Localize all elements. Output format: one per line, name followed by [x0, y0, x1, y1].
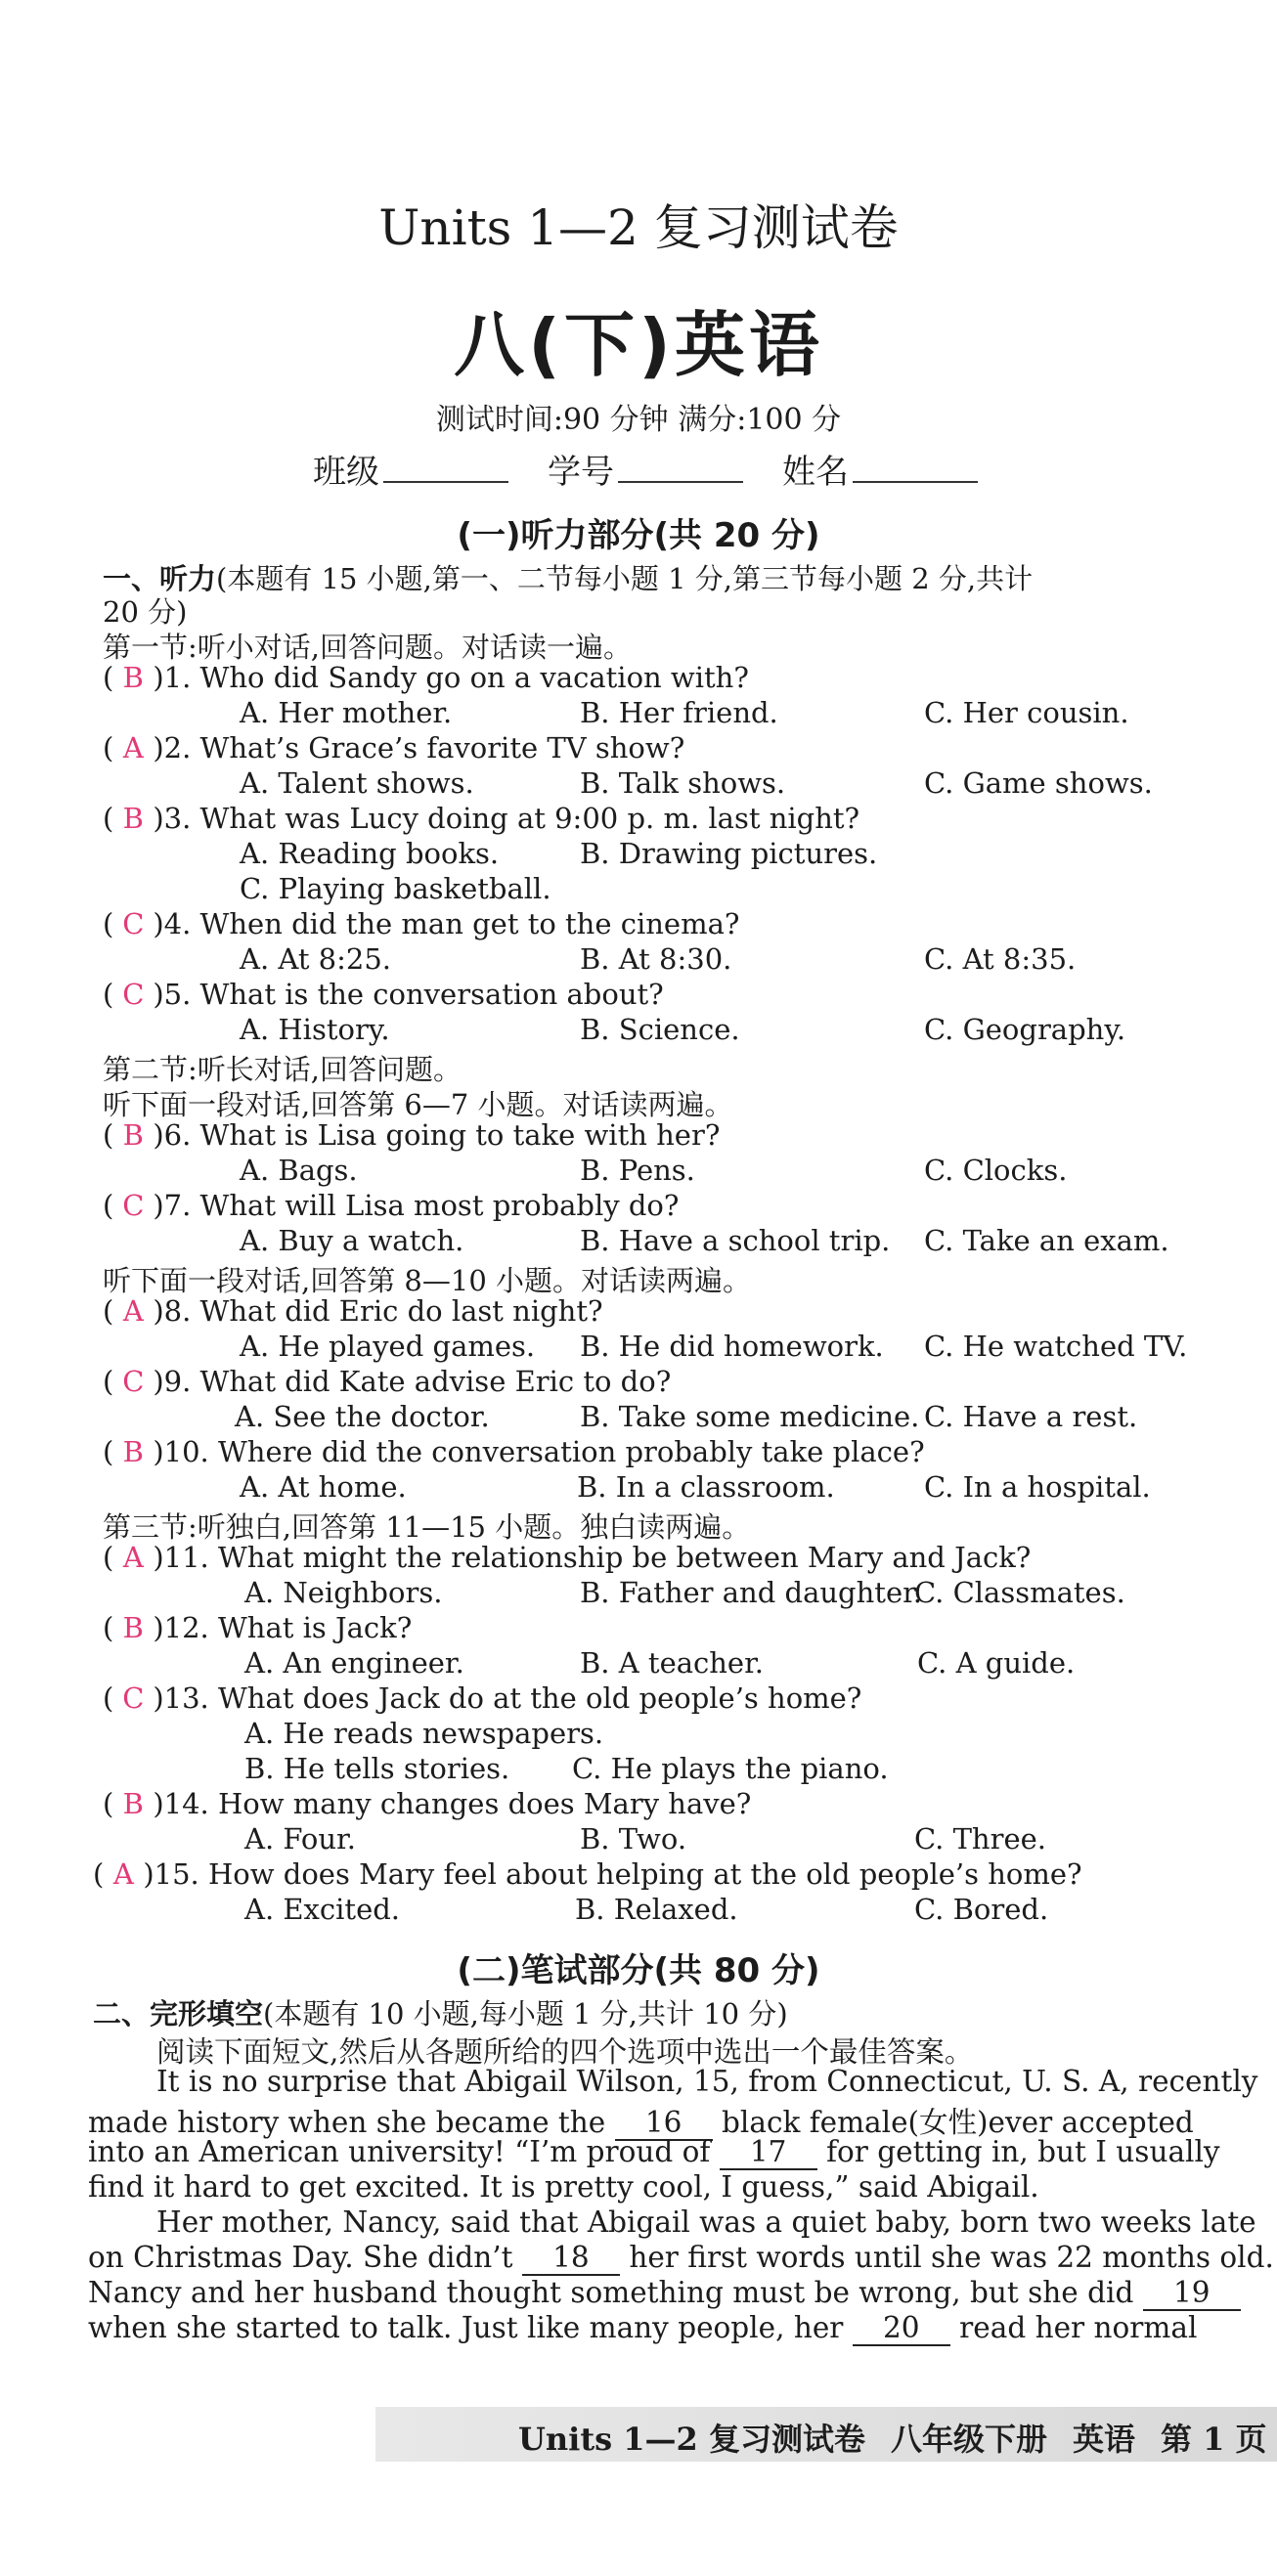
number-blank[interactable]	[618, 454, 743, 483]
listening-part-note: 20 分)	[103, 595, 188, 629]
option-c: C. Three.	[914, 1822, 1047, 1856]
subsection-2b: 听下面一段对话,回答第 8—10 小题。对话读两遍。	[103, 1264, 752, 1297]
class-blank[interactable]	[383, 454, 508, 483]
blank-19[interactable]: 19	[1143, 2276, 1241, 2311]
question-row: ( A )15. How does Mary feel about helping at the old people’s home?	[93, 1857, 1082, 1891]
footer-subject: 英语	[1072, 2421, 1135, 2458]
question-row: ( B )6. What is Lisa going to take with her?	[103, 1118, 721, 1152]
answer-mark: C	[122, 907, 145, 940]
option-c: C. A guide.	[917, 1646, 1076, 1680]
answer-mark: B	[122, 1435, 144, 1468]
question-row: ( B )14. How many changes does Mary have?	[103, 1787, 752, 1820]
option-b: B. Two.	[580, 1822, 687, 1856]
question-row: ( B )3. What was Lucy doing at 9:00 p. m. last night?	[103, 802, 860, 835]
option-a: A. Bags.	[240, 1154, 358, 1187]
question-row: ( C )4. When did the man get to the cinema?	[103, 907, 740, 940]
answer-mark: B	[122, 802, 144, 835]
option-b: B. Relaxed.	[575, 1893, 738, 1926]
answer-mark: C	[122, 978, 145, 1011]
option-a: A. Talent shows.	[240, 766, 474, 800]
passage-line: Her mother, Nancy, said that Abigail was a quiet baby, born two weeks late	[156, 2205, 1256, 2239]
answer-mark: A	[122, 731, 144, 764]
option-c: C. Take an exam.	[924, 1224, 1169, 1257]
footer-page: 第 1 页	[1160, 2421, 1267, 2458]
subsection-3: 第三节:听独白,回答第 11—15 小题。独白读两遍。	[103, 1510, 751, 1544]
blank-20[interactable]: 20	[853, 2311, 950, 2346]
passage-line: It is no surprise that Abigail Wilson, 15, from Connecticut, U. S. A, recently	[156, 2065, 1258, 2098]
cloze-instruction: 阅读下面短文,然后从各题所给的四个选项中选出一个最佳答案。	[156, 2035, 974, 2069]
option-c: C. Game shows.	[924, 766, 1153, 800]
subject-title: 八(下)英语	[454, 304, 823, 386]
blank-18[interactable]: 18	[522, 2241, 620, 2276]
question-row: ( A )11. What might the relationship be between Mary and Jack?	[103, 1541, 1032, 1574]
number-label: 学号	[548, 453, 614, 492]
option-c: C. Playing basketball.	[240, 872, 551, 905]
question-row: ( C )13. What does Jack do at the old people’s home?	[103, 1681, 862, 1715]
option-b: B. Take some medicine.	[580, 1400, 920, 1433]
blank-17[interactable]: 17	[720, 2135, 817, 2170]
listening-section-heading: (一)听力部分(共 20 分)	[457, 516, 820, 555]
question-row: ( C )9. What did Kate advise Eric to do?	[103, 1365, 672, 1398]
listening-part-title: 一、听力(本题有 15 小题,第一、二节每小题 1 分,第三节每小题 2 分,共计	[103, 562, 1034, 595]
passage-line: made history when she became the 16 black female(女性)ever accepted	[88, 2106, 1194, 2139]
option-a: A. Buy a watch.	[240, 1224, 464, 1257]
option-a: A. See the doctor.	[235, 1400, 490, 1433]
footer-title: Units 1—2 复习测试卷	[518, 2421, 865, 2458]
question-row: ( B )1. Who did Sandy go on a vacation with?	[103, 661, 749, 694]
option-b: B. Father and daughter.	[580, 1576, 922, 1609]
passage-line: when she started to talk. Just like many people, her 20 read her normal	[88, 2311, 1198, 2344]
cloze-part-title: 二、完形填空(本题有 10 小题,每小题 1 分,共计 10 分)	[93, 1997, 788, 2030]
option-c: C. Her cousin.	[924, 696, 1129, 729]
option-a: A. At 8:25.	[240, 942, 392, 976]
passage-line: find it hard to get excited. It is pretty cool, I guess,” said Abigail.	[88, 2170, 1039, 2204]
answer-mark: C	[122, 1365, 145, 1398]
option-c: C. He plays the piano.	[572, 1752, 889, 1785]
question-row: ( C )7. What will Lisa most probably do?	[103, 1189, 680, 1222]
option-b: B. Science.	[580, 1013, 740, 1046]
name-blank[interactable]	[853, 454, 978, 483]
passage-line: into an American university! “I’m proud of 17 for getting in, but I usually	[88, 2135, 1220, 2168]
answer-mark: C	[122, 1189, 145, 1222]
option-a: A. Her mother.	[240, 696, 453, 729]
passage-line: Nancy and her husband thought something must be wrong, but she did 19	[88, 2276, 1241, 2311]
option-c: C. At 8:35.	[924, 942, 1077, 976]
blank-16[interactable]: 16	[615, 2106, 713, 2141]
option-c: C. Classmates.	[914, 1576, 1125, 1609]
answer-mark: A	[122, 1294, 144, 1328]
student-fields	[313, 445, 978, 493]
question-row: ( B )12. What is Jack?	[103, 1611, 413, 1644]
subsection-2a: 听下面一段对话,回答第 6—7 小题。对话读两遍。	[103, 1088, 733, 1121]
option-a: A. History.	[240, 1013, 390, 1046]
option-a: A. Reading books.	[240, 837, 500, 870]
option-c: C. Clocks.	[924, 1154, 1068, 1187]
option-c: C. He watched TV.	[924, 1330, 1188, 1363]
option-b: B. Drawing pictures.	[580, 837, 878, 870]
exam-title: Units 1—2 复习测试卷	[378, 199, 899, 256]
option-c: C. Bored.	[914, 1893, 1049, 1926]
name-label: 姓名	[782, 453, 849, 492]
option-b: B. He did homework.	[580, 1330, 884, 1363]
passage-line: on Christmas Day. She didn’t 18 her first words until she was 22 months old.	[88, 2241, 1274, 2274]
answer-mark: A	[122, 1541, 144, 1574]
footer-grade: 八年级下册	[890, 2421, 1047, 2458]
page-footer	[518, 2415, 1277, 2460]
option-a: A. He reads newspapers.	[244, 1717, 604, 1750]
option-b: B. Talk shows.	[580, 766, 786, 800]
question-row: ( C )5. What is the conversation about?	[103, 978, 664, 1011]
option-b: B. A teacher.	[580, 1646, 764, 1680]
writing-section-heading: (二)笔试部分(共 80 分)	[457, 1951, 820, 1990]
option-c: C. In a hospital.	[924, 1470, 1151, 1504]
option-b: B. In a classroom.	[577, 1470, 835, 1504]
answer-mark: B	[122, 661, 144, 694]
question-row: ( B )10. Where did the conversation probably take place?	[103, 1435, 925, 1468]
answer-mark: B	[122, 1118, 144, 1152]
subsection-2: 第二节:听长对话,回答问题。	[103, 1053, 462, 1086]
option-b: B. Have a school trip.	[580, 1224, 891, 1257]
option-b: B. At 8:30.	[580, 942, 732, 976]
option-a: A. Excited.	[244, 1893, 401, 1926]
option-a: A. An engineer.	[244, 1646, 464, 1680]
subsection-1: 第一节:听小对话,回答问题。对话读一遍。	[103, 631, 632, 664]
option-b: B. Her friend.	[580, 696, 778, 729]
option-b: B. He tells stories.	[244, 1752, 510, 1785]
option-b: B. Pens.	[580, 1154, 695, 1187]
option-c: C. Have a rest.	[924, 1400, 1138, 1433]
answer-mark: C	[122, 1681, 145, 1715]
option-a: A. Neighbors.	[244, 1576, 443, 1609]
option-a: A. Four.	[244, 1822, 356, 1856]
answer-mark: A	[112, 1857, 134, 1891]
option-a: A. He played games.	[240, 1330, 536, 1363]
option-c: C. Geography.	[924, 1013, 1126, 1046]
exam-info: 测试时间:90 分钟 满分:100 分	[435, 403, 842, 437]
answer-mark: B	[122, 1787, 144, 1820]
class-label: 班级	[313, 453, 379, 492]
option-a: A. At home.	[240, 1470, 407, 1504]
question-row: ( A )2. What’s Grace’s favorite TV show?	[103, 731, 685, 764]
question-row: ( A )8. What did Eric do last night?	[103, 1294, 603, 1328]
answer-mark: B	[122, 1611, 144, 1644]
